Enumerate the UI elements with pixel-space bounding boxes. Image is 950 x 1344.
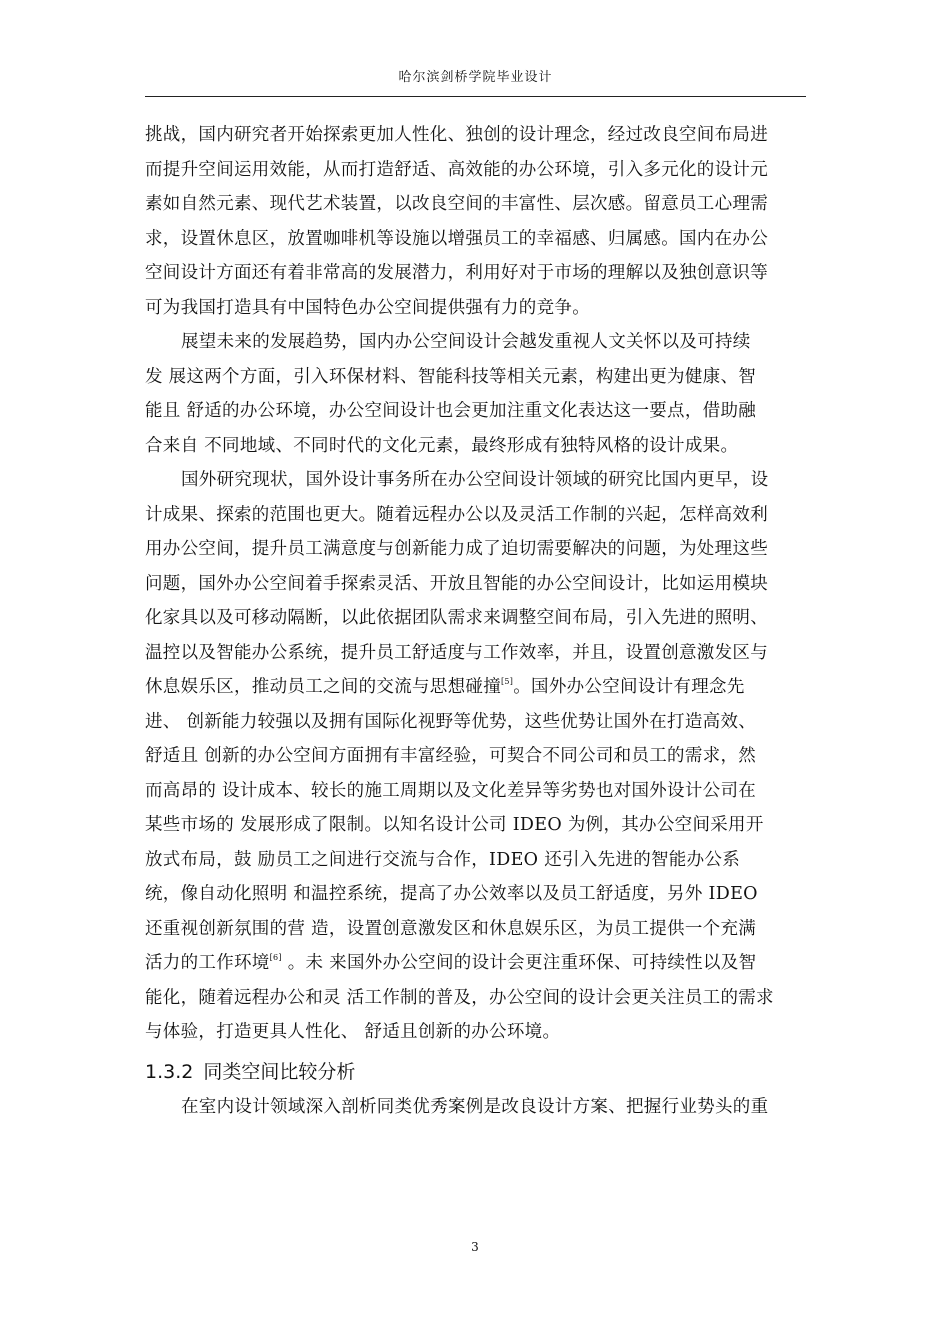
text-line: 某些市场的 发展形成了限制。以知名设计公司 IDEO 为例，其办公空间采用开 [145, 815, 764, 835]
text-line: 展望未来的发展趋势，国内办公空间设计会越发重视人文关怀以及可持续 [181, 332, 751, 352]
section-heading [145, 1050, 811, 1090]
text-line: 统，像自动化照明 和温控系统，提高了办公效率以及员工舒适度，另外 IDEO [145, 884, 758, 904]
text-line: 化家具以及可移动隔断，以此依据团队需求来调整空间布局，引入先进的照明、 [145, 608, 768, 628]
text-line: 而提升空间运用效能，从而打造舒适、高效能的办公环境，引入多元化的设计元 [145, 159, 768, 180]
paragraph-3 [145, 463, 811, 1050]
text-span: 活力的工作环境 [145, 953, 270, 973]
text-line: 可为我国打造具有中国特色办公空间提供强有力的竞争。 [145, 297, 590, 318]
text-line: 素如自然元素、现代艺术装置，以改良空间的丰富性、层次感。留意员工心理需 [145, 194, 768, 214]
text-line: 放式布局，鼓 励员工之间进行交流与合作，IDEO 还引入先进的智能办公系 [145, 849, 740, 870]
text-line: 进、 创新能力较强以及拥有国际化视野等优势，这些优势让国外在打造高效、 [145, 711, 757, 732]
text-line: 挑战，国内研究者开始探索更加人性化、独创的设计理念，经过改良空间布局进 [145, 125, 768, 145]
citation-ref-5[interactable]: [5] [501, 677, 514, 686]
text-line: 计成果、探索的范围也更大。随着远程办公以及灵活工作制的兴起，怎样高效利 [145, 504, 768, 525]
text-line [145, 670, 811, 705]
text-line: 还重视创新氛围的营 造，设置创意激发区和休息娱乐区，为员工提供一个充满 [145, 918, 757, 939]
text-line: 舒适且 创新的办公空间方面拥有丰富经验，可契合不同公司和员工的需求，然 [145, 746, 757, 766]
text-line: 合来自 不同地域、不同时代的文化元素，最终形成有独特风格的设计成果。 [145, 435, 739, 456]
paragraph-4 [145, 1090, 811, 1125]
text-span: 。国外办公空间设计有理念先 [513, 677, 745, 697]
text-line: 能且 舒适的办公环境，办公空间设计也会更加注重文化表达这一要点，借助融 [145, 401, 757, 421]
text-line: 在室内设计领域深入剖析同类优秀案例是改良设计方案、把握行业势头的重 [181, 1096, 769, 1117]
page-number: 3 [471, 1240, 479, 1254]
header-rule [145, 96, 806, 97]
paragraph-1 [145, 118, 811, 325]
section-title: 同类空间比较分析 [203, 1060, 356, 1083]
text-line [145, 946, 811, 981]
paragraph-2 [145, 325, 811, 463]
body-text [145, 118, 811, 1124]
text-line: 温控以及智能办公系统，提升员工舒适度与工作效率，并且，设置创意激发区与 [145, 642, 768, 663]
citation-ref-6[interactable]: [6] [269, 953, 282, 962]
text-line: 求，设置休息区，放置咖啡机等设施以增强员工的幸福感、归属感。国内在办公 [145, 228, 768, 249]
running-header: 哈尔滨剑桥学院毕业设计 [398, 70, 553, 85]
text-span: 休息娱乐区，推动员工之间的交流与思想碰撞 [145, 677, 501, 697]
section-number: 1.3.2 [145, 1060, 194, 1083]
text-span: 。未 来国外办公空间的设计会更注重环保、可持续性以及智 [281, 953, 757, 973]
text-line: 国外研究现状，国外设计事务所在办公空间设计领域的研究比国内更早，设 [181, 470, 769, 490]
text-line: 空间设计方面还有着非常高的发展潜力，利用好对于市场的理解以及独创意识等 [145, 263, 768, 283]
text-line: 发 展这两个方面，引入环保材料、智能科技等相关元素，构建出更为健康、智 [145, 366, 757, 387]
text-line: 与体验，打造更具人性化、 舒适且创新的办公环境。 [145, 1022, 561, 1042]
text-line: 用办公空间，提升员工满意度与创新能力成了迫切需要解决的问题，为处理这些 [145, 539, 768, 559]
text-line: 而高昂的 设计成本、较长的施工周期以及文化差异等劣势也对国外设计公司在 [145, 780, 757, 801]
text-line: 能化，随着远程办公和灵 活工作制的普及，办公空间的设计会更关注员工的需求 [145, 987, 774, 1008]
text-line: 问题，国外办公空间着手探索灵活、开放且智能的办公空间设计，比如运用模块 [145, 573, 768, 594]
